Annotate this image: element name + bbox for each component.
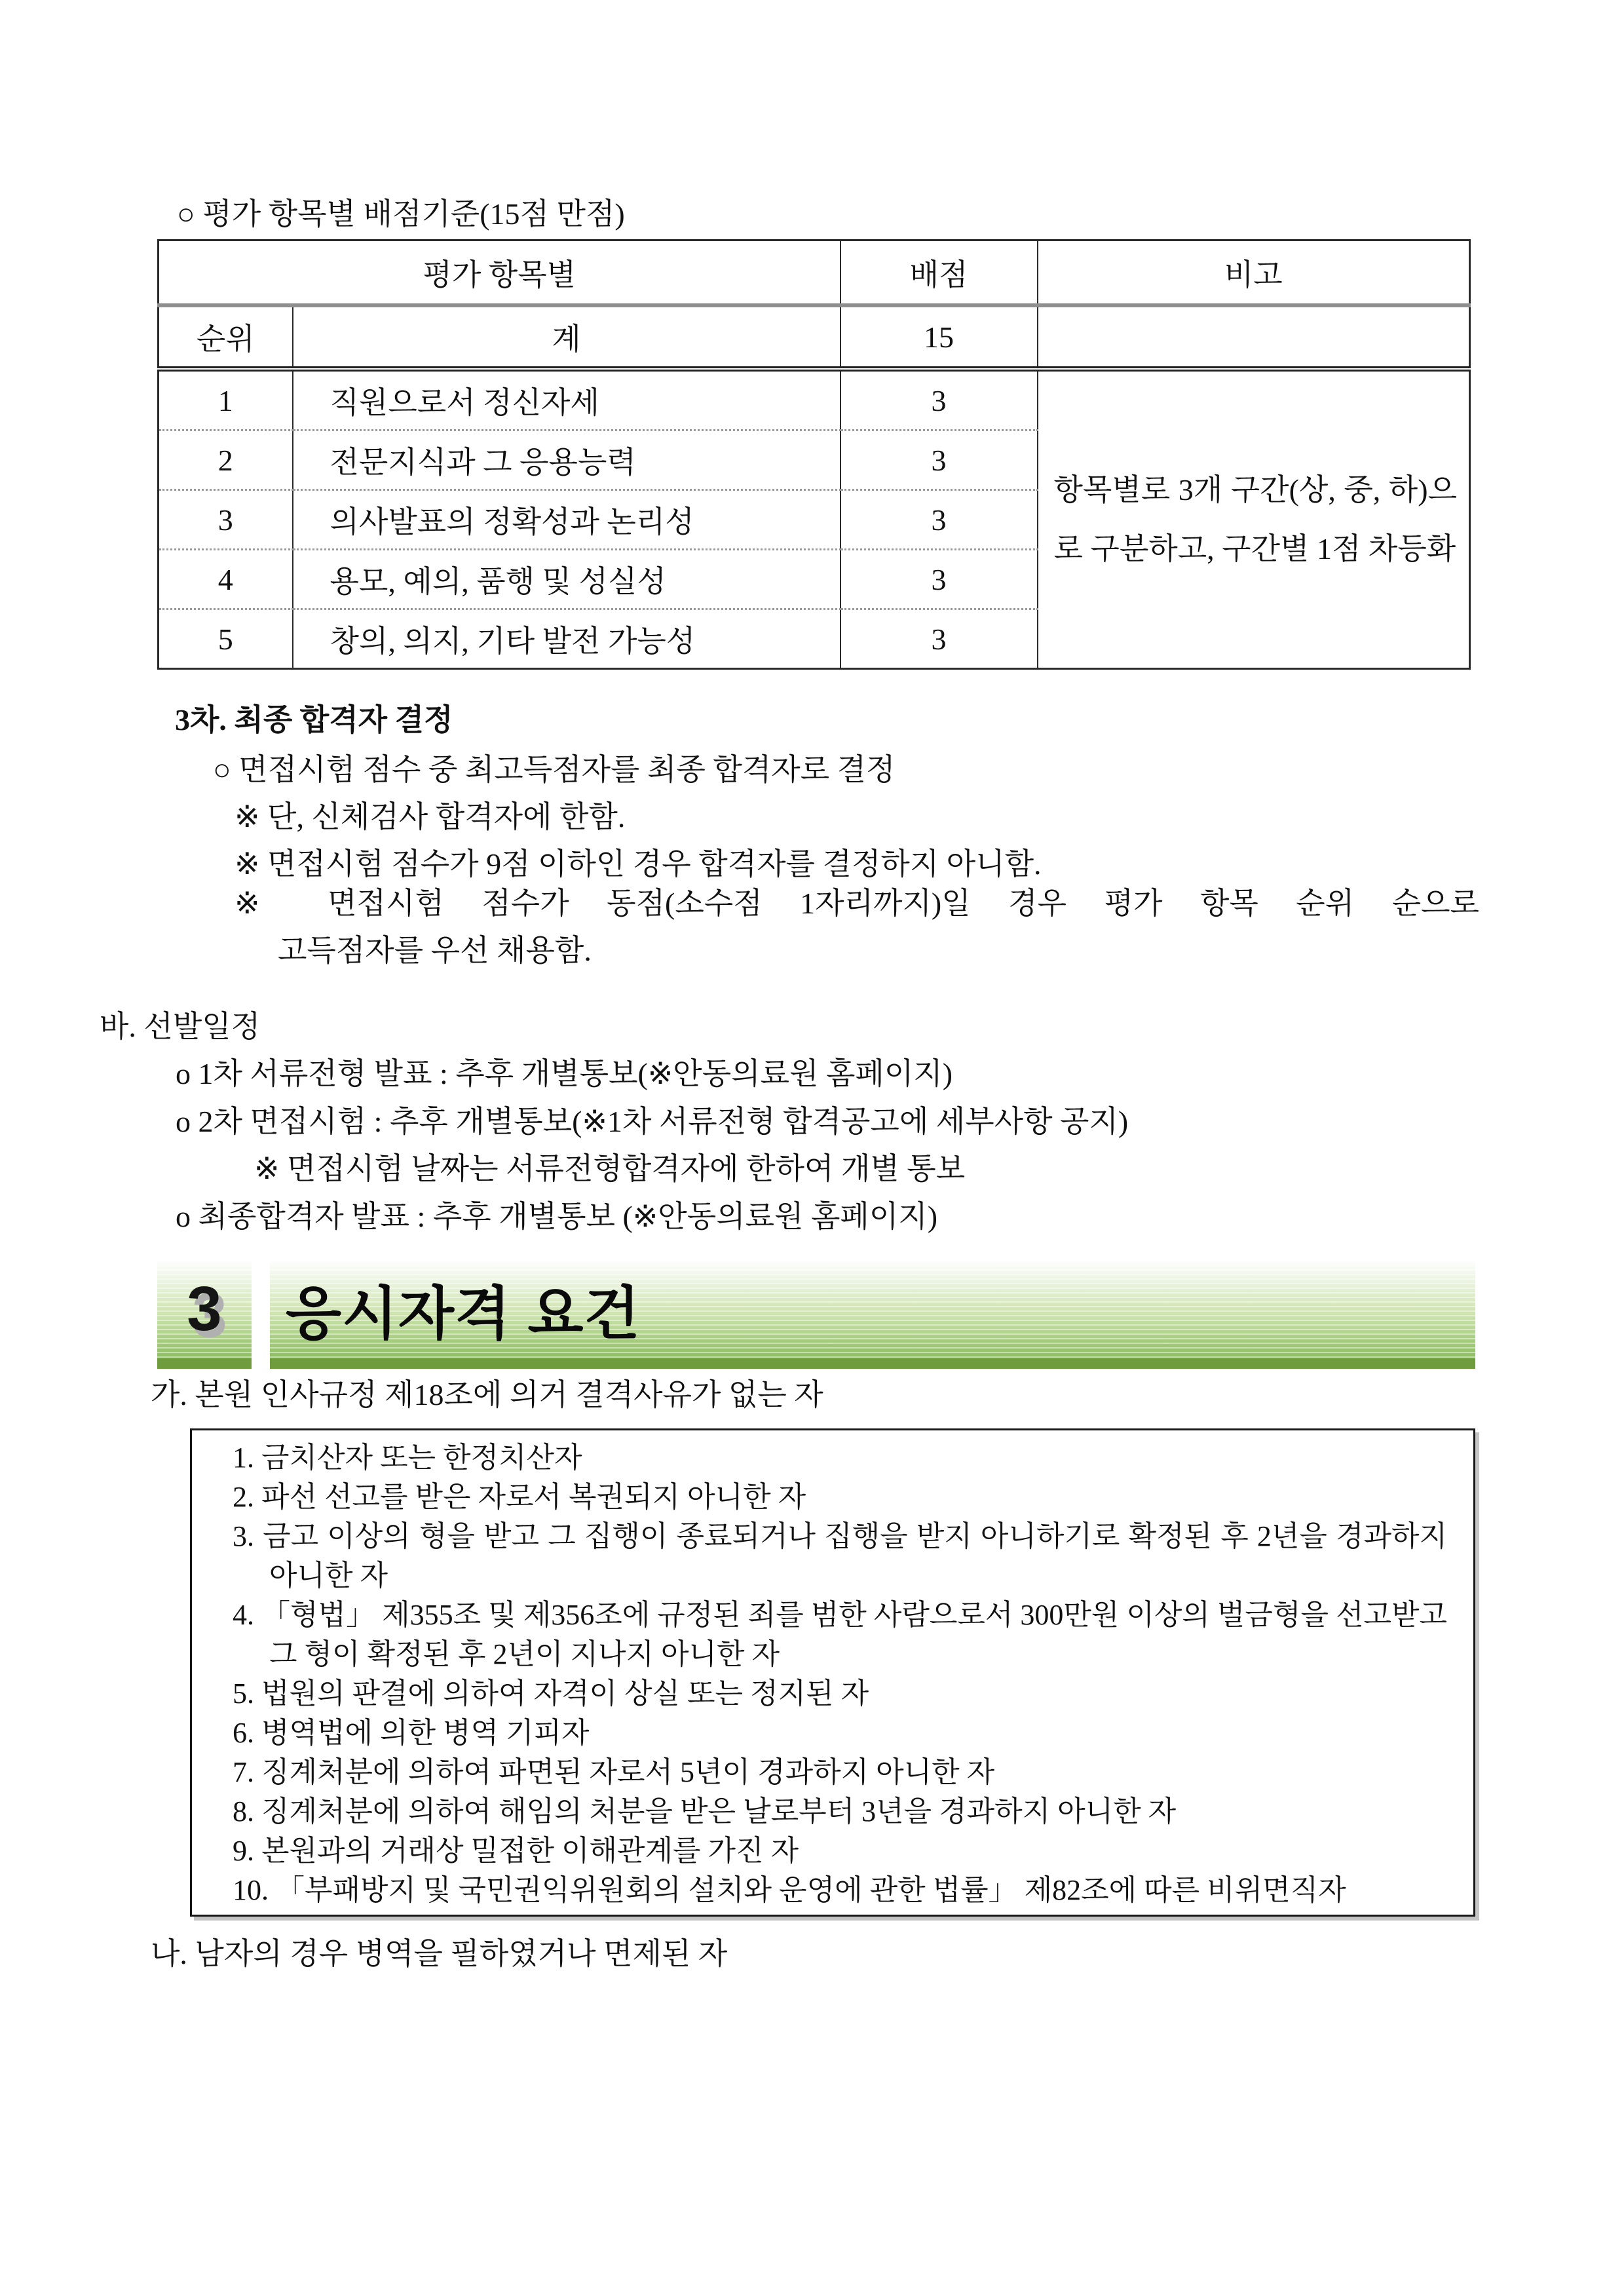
eligibility-item: 5. 법원의 판결에 의하여 자격이 상실 또는 정지된 자 (233, 1677, 869, 1710)
table-row (159, 369, 1470, 430)
cell-item: 의사발표의 정확성과 논리성 (293, 490, 840, 550)
eligibility-item: 10. 「부패방지 및 국민권익위원회의 설치와 운영에 관한 법률」 제82조에 따른 비위면직자 (233, 1874, 1346, 1906)
eligibility-item: 6. 병역법에 의한 병역 기피자 (233, 1717, 590, 1749)
cell-rank: 2 (159, 430, 293, 490)
header-cell-points: 배점 (840, 240, 1038, 306)
subheader-points: 15 (840, 305, 1038, 369)
eligibility-item: 9. 본원과의 거래상 밀접한 이해관계를 가진 자 (233, 1835, 799, 1867)
eligibility-item: 2. 파선 선고를 받은 자로서 복권되지 아니한 자 (233, 1481, 806, 1513)
header-cell-note: 비고 (1038, 240, 1470, 306)
section-number-gradient (157, 1260, 252, 1358)
cell-item: 창의, 의지, 기타 발전 가능성 (293, 609, 840, 669)
cell-rank: 5 (159, 609, 293, 669)
cell-item: 용모, 예의, 품행 및 성실성 (293, 550, 840, 609)
eligibility-item: 4. 「형법」 제355조 및 제356조에 규정된 죄를 범한 사람으로서 300만원 이상의 벌금형을 선고받고 그 형이 확정된 후 2년이 지나지 아니한 자 (233, 1599, 1447, 1670)
cell-points: 3 (840, 490, 1038, 550)
section-title: 응시자격 요건 (286, 1281, 641, 1346)
table-caption: ○ 평가 항목별 배점기준(15점 만점) (177, 197, 625, 231)
section-title-strip (270, 1358, 1475, 1369)
final-decision-line: ○ 면접시험 점수 중 최고득점자를 최종 합격자로 결정 (213, 753, 896, 786)
cell-item: 직원으로서 정신자세 (293, 369, 840, 430)
section-number-strip (157, 1358, 252, 1369)
schedule-line: o 최종합격자 발표 : 추후 개별통보 (※안동의료원 홈페이지) (176, 1200, 938, 1233)
subheader-rank: 순위 (159, 305, 293, 369)
eligibility-box (190, 1428, 1475, 1917)
final-decision-note: ※ 단, 신체검사 합격자에 한함. (235, 800, 626, 833)
subheader-total: 계 (293, 305, 840, 369)
header-cell-item: 평가 항목별 (159, 240, 840, 306)
eligibility-footer: 나. 남자의 경우 병역을 필하였거나 면제된 자 (151, 1937, 728, 1970)
final-decision-heading: 3차. 최종 합격자 결정 (175, 703, 453, 737)
eligibility-item: 1. 금치산자 또는 한정치산자 (233, 1442, 582, 1474)
subheader-note-empty (1038, 305, 1470, 369)
eligibility-heading: 가. 본원 인사규정 제18조에 의거 결격사유가 없는 자 (151, 1378, 823, 1411)
table-header-row (159, 240, 1470, 306)
cell-rank: 4 (159, 550, 293, 609)
section-number: 3 (187, 1274, 222, 1344)
cell-item: 전문지식과 그 응용능력 (293, 430, 840, 490)
score-table (157, 239, 1471, 670)
eligibility-item: 3. 금고 이상의 형을 받고 그 집행이 종료되거나 집행을 받지 아니하기로 확정된 후 2년을 경과하지 아니한 자 (233, 1520, 1447, 1592)
table-subheader-row (159, 305, 1470, 369)
cell-rank: 3 (159, 490, 293, 550)
cell-points: 3 (840, 550, 1038, 609)
section-title-gradient (270, 1260, 1475, 1358)
eligibility-item: 7. 징계처분에 의하여 파면된 자로서 5년이 경과하지 아니한 자 (233, 1756, 995, 1788)
schedule-note: ※ 면접시험 날짜는 서류전형합격자에 한하여 개별 통보 (254, 1152, 966, 1185)
cell-points: 3 (840, 369, 1038, 430)
section-number-box (157, 1260, 252, 1369)
cell-rank: 1 (159, 369, 293, 430)
eligibility-item: 8. 징계처분에 의하여 해임의 처분을 받은 날로부터 3년을 경과하지 아니한 자 (233, 1795, 1177, 1827)
cell-points: 3 (840, 430, 1038, 490)
schedule-heading: 바. 선발일정 (100, 1010, 261, 1043)
final-decision-note-cont: 고득점자를 우선 채용함. (278, 934, 592, 967)
final-decision-note: ※ 면접시험 점수가 동점(소수점 1자리까지)일 경우 평가 항목 순위 순으로 (235, 887, 1479, 920)
section-title-box (270, 1260, 1475, 1369)
cell-note-merged: 항목별로 3개 구간(상, 중, 하)으로 구분하고, 구간별 1점 차등화 (1038, 369, 1470, 669)
final-decision-note: ※ 면접시험 점수가 9점 이하인 경우 합격자를 결정하지 아니함. (235, 847, 1042, 881)
schedule-line: o 1차 서류전형 발표 : 추후 개별통보(※안동의료원 홈페이지) (176, 1057, 953, 1090)
schedule-line: o 2차 면접시험 : 추후 개별통보(※1차 서류전형 합격공고에 세부사항 공지) (176, 1105, 1129, 1138)
cell-points: 3 (840, 609, 1038, 669)
